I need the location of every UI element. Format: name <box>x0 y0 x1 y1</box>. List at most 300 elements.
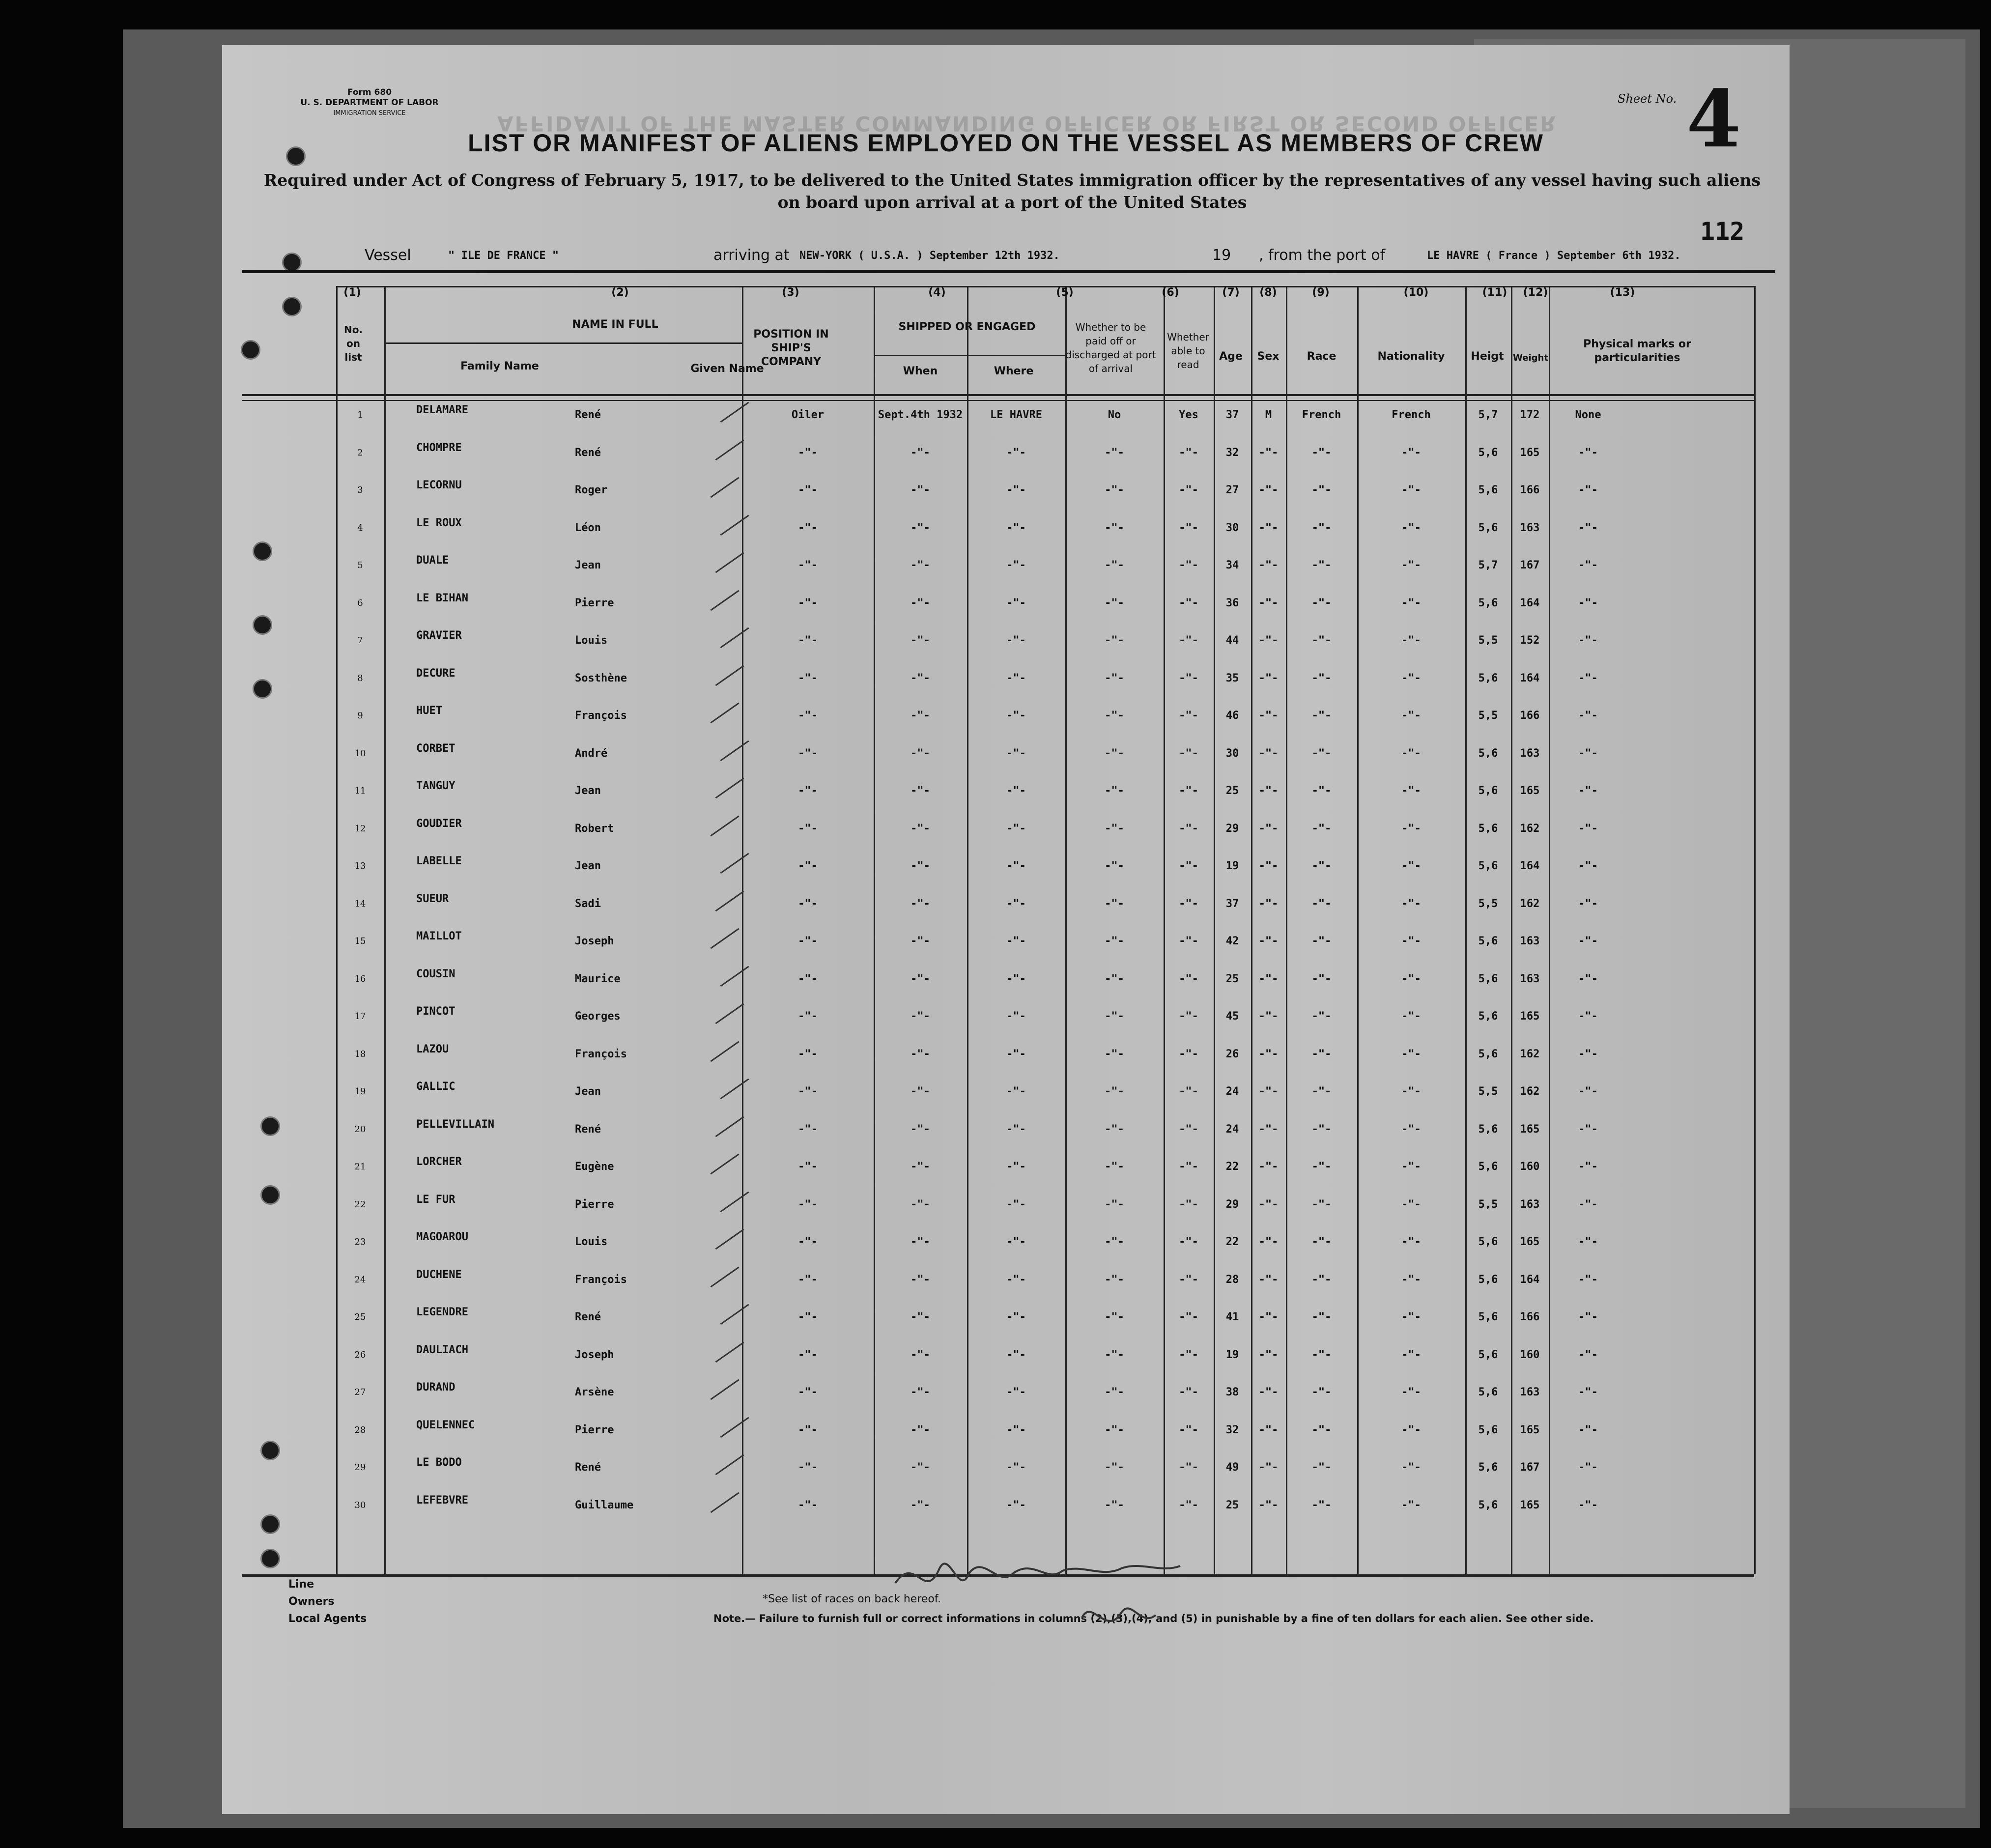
sex-cell: -"- <box>1258 1010 1279 1023</box>
paid-off-cell: -"- <box>1105 446 1124 459</box>
subtitle-line-1: Required under Act of Congress of February 5, 1917, to be delivered to the United States immigration officer by the representatives of any vessel having such aliens <box>263 171 1761 190</box>
position-cell: -"- <box>798 1273 818 1286</box>
row-number-cell: 23 <box>354 1237 366 1247</box>
header-sex: Sex <box>1257 350 1280 363</box>
shipped-where-cell: -"- <box>1006 559 1026 571</box>
binder-hole <box>260 1441 280 1460</box>
race-cell: French <box>1302 409 1341 421</box>
paid-off-cell: -"- <box>1105 1048 1124 1060</box>
year-label: 19 <box>1212 247 1231 264</box>
nationality-cell: -"- <box>1401 897 1421 910</box>
able-to-read-cell: -"- <box>1179 1123 1198 1136</box>
position-cell: -"- <box>798 484 818 496</box>
weight-cell: 165 <box>1520 785 1540 797</box>
nationality-cell: -"- <box>1401 1499 1421 1511</box>
physical-marks-cell: -"- <box>1578 860 1598 872</box>
shipped-where-cell: -"- <box>1006 521 1026 534</box>
family-name-cell: LAZOU <box>416 1043 449 1055</box>
height-cell: 5,6 <box>1478 1010 1498 1023</box>
physical-marks-cell: -"- <box>1578 1386 1598 1398</box>
given-name-cell: Pierre <box>575 597 614 609</box>
age-cell: 30 <box>1225 747 1239 760</box>
colnum-6: (6) <box>1162 286 1179 299</box>
physical-marks-cell: -"- <box>1578 710 1598 722</box>
header-race: Race <box>1307 350 1337 363</box>
row-number-cell: 25 <box>354 1312 366 1322</box>
able-to-read-cell: Yes <box>1179 409 1198 421</box>
height-cell: 5,6 <box>1478 521 1498 534</box>
sex-cell: -"- <box>1258 897 1279 910</box>
height-cell: 5,5 <box>1478 897 1498 910</box>
weight-cell: 163 <box>1520 972 1540 985</box>
sex-cell: -"- <box>1258 1273 1279 1286</box>
row-number-cell: 15 <box>354 936 366 946</box>
position-cell: -"- <box>798 634 818 647</box>
nationality-cell: -"- <box>1401 1161 1421 1173</box>
shipped-where-cell: -"- <box>1006 897 1026 910</box>
row-number-cell: 4 <box>357 522 363 533</box>
age-cell: 34 <box>1225 559 1239 571</box>
physical-marks-cell: -"- <box>1578 1010 1598 1023</box>
paid-off-cell: -"- <box>1105 672 1124 684</box>
shipped-where-cell: -"- <box>1006 634 1026 647</box>
shipped-when-cell: -"- <box>910 559 930 571</box>
age-cell: 46 <box>1225 710 1239 722</box>
sex-cell: -"- <box>1258 1499 1279 1511</box>
table-column-rule <box>967 286 968 1574</box>
race-cell: -"- <box>1311 822 1332 835</box>
weight-cell: 166 <box>1520 484 1540 496</box>
paid-off-cell: -"- <box>1105 1386 1124 1398</box>
age-cell: 28 <box>1225 1273 1239 1286</box>
colnum-5: (5) <box>1056 286 1074 299</box>
paid-off-cell: -"- <box>1105 710 1124 722</box>
form-number: Form 680 <box>347 87 392 97</box>
physical-marks-cell: -"- <box>1578 597 1598 609</box>
family-name-cell: DUALE <box>416 554 449 567</box>
paid-off-cell: -"- <box>1105 634 1124 647</box>
height-cell: 5,6 <box>1478 1311 1498 1323</box>
weight-cell: 152 <box>1520 634 1540 647</box>
able-to-read-cell: -"- <box>1179 1461 1198 1474</box>
height-cell: 5,7 <box>1478 559 1498 571</box>
sex-cell: -"- <box>1258 1386 1279 1398</box>
shipped-when-cell: -"- <box>910 634 930 647</box>
row-number-cell: 24 <box>354 1274 366 1285</box>
nationality-cell: -"- <box>1401 1198 1421 1211</box>
height-cell: 5,6 <box>1478 597 1498 609</box>
weight-cell: 163 <box>1520 935 1540 947</box>
able-to-read-cell: -"- <box>1179 710 1198 722</box>
sex-cell: -"- <box>1258 559 1279 571</box>
binder-hole <box>282 253 302 272</box>
height-cell: 5,6 <box>1478 785 1498 797</box>
table-column-rule <box>336 286 338 1574</box>
shipped-when-cell: -"- <box>910 710 930 722</box>
position-cell: -"- <box>798 1123 818 1136</box>
able-to-read-cell: -"- <box>1179 1311 1198 1323</box>
given-name-cell: Arsène <box>575 1386 614 1398</box>
shipped-when-cell: -"- <box>910 1273 930 1286</box>
able-to-read-cell: -"- <box>1179 972 1198 985</box>
nationality-cell: -"- <box>1401 1423 1421 1436</box>
physical-marks-cell: -"- <box>1578 559 1598 571</box>
row-number-cell: 16 <box>354 973 366 984</box>
shipped-where-cell: -"- <box>1006 785 1026 797</box>
shipped-when-cell: -"- <box>910 1198 930 1211</box>
given-name-cell: André <box>575 747 608 760</box>
vessel-name: " ILE DE FRANCE " <box>448 250 559 262</box>
given-name-cell: Joseph <box>575 935 614 947</box>
weight-cell: 163 <box>1520 1198 1540 1211</box>
shipped-where-cell: -"- <box>1006 710 1026 722</box>
race-cell: -"- <box>1311 1423 1332 1436</box>
age-cell: 45 <box>1225 1010 1239 1023</box>
family-name-cell: LECORNU <box>416 479 462 491</box>
age-cell: 29 <box>1225 822 1239 835</box>
sex-cell: -"- <box>1258 484 1279 496</box>
shipped-when-cell: -"- <box>910 1348 930 1361</box>
race-cell: -"- <box>1311 1499 1332 1511</box>
race-cell: -"- <box>1311 597 1332 609</box>
family-name-cell: TANGUY <box>416 780 455 792</box>
weight-cell: 164 <box>1520 1273 1540 1286</box>
nationality-cell: -"- <box>1401 1311 1421 1323</box>
paid-off-cell: -"- <box>1105 1236 1124 1248</box>
sex-cell: -"- <box>1258 1348 1279 1361</box>
race-cell: -"- <box>1311 672 1332 684</box>
family-name-cell: LEFEBVRE <box>416 1494 468 1507</box>
shipped-when-cell: -"- <box>910 597 930 609</box>
family-name-cell: QUELENNEC <box>416 1419 475 1431</box>
binder-hole <box>241 340 260 360</box>
colnum-8: (8) <box>1259 286 1277 299</box>
shipped-where-cell: -"- <box>1006 1461 1026 1474</box>
physical-marks-cell: None <box>1575 409 1601 421</box>
age-cell: 29 <box>1225 1198 1239 1211</box>
position-cell: -"- <box>798 897 818 910</box>
handwritten-signature <box>885 1524 1259 1652</box>
height-cell: 5,6 <box>1478 1348 1498 1361</box>
height-cell: 5,6 <box>1478 446 1498 459</box>
position-cell: -"- <box>798 860 818 872</box>
height-cell: 5,6 <box>1478 1499 1498 1511</box>
nationality-cell: -"- <box>1401 935 1421 947</box>
checkmark-icon <box>707 992 744 1024</box>
sheet-label: Sheet No. <box>1618 92 1677 106</box>
age-cell: 25 <box>1225 1499 1239 1511</box>
weight-cell: 167 <box>1520 559 1540 571</box>
row-number-cell: 7 <box>357 635 363 646</box>
nationality-cell: French <box>1392 409 1431 421</box>
binder-hole <box>260 1549 280 1568</box>
shipped-when-cell: -"- <box>910 972 930 985</box>
nationality-cell: -"- <box>1401 1048 1421 1060</box>
arrival-port-date: NEW-YORK ( U.S.A. ) September 12th 1932. <box>799 250 1060 262</box>
shipped-when-cell: -"- <box>910 785 930 797</box>
races-note: *See list of races on back hereof. <box>763 1593 941 1605</box>
shipped-where-cell: -"- <box>1006 972 1026 985</box>
paid-off-cell: -"- <box>1105 521 1124 534</box>
physical-marks-cell: -"- <box>1578 822 1598 835</box>
shipped-where-cell: -"- <box>1006 1198 1026 1211</box>
height-cell: 5,6 <box>1478 1423 1498 1436</box>
able-to-read-cell: -"- <box>1179 1386 1198 1398</box>
subtitle-line-2: on board upon arrival at a port of the United States <box>777 193 1247 212</box>
header-shipped-engaged: SHIPPED OR ENGAGED <box>898 321 1036 333</box>
family-name-cell: CHOMPRE <box>416 441 462 454</box>
row-number-cell: 10 <box>354 748 366 759</box>
paid-off-cell: -"- <box>1105 935 1124 947</box>
colnum-7: (7) <box>1222 286 1240 299</box>
footer-owners-label: Owners <box>288 1595 335 1608</box>
height-cell: 5,6 <box>1478 822 1498 835</box>
age-cell: 22 <box>1225 1161 1239 1173</box>
able-to-read-cell: -"- <box>1179 1423 1198 1436</box>
checkmark-icon <box>707 767 744 799</box>
shipped-where-cell: -"- <box>1006 935 1026 947</box>
header-no-on-list: No. on list <box>343 324 363 363</box>
able-to-read-cell: -"- <box>1179 1236 1198 1248</box>
shipped-when-cell: -"- <box>910 1423 930 1436</box>
binder-hole <box>253 679 272 699</box>
shipped-when-cell: -"- <box>910 1236 930 1248</box>
colnum-12: (12) <box>1523 286 1548 299</box>
family-name-cell: MAGOAROU <box>416 1231 468 1243</box>
shipped-when-cell: -"- <box>910 935 930 947</box>
row-number-cell: 29 <box>354 1462 366 1473</box>
age-cell: 24 <box>1225 1123 1239 1136</box>
given-name-cell: Roger <box>575 484 608 496</box>
given-name-cell: Jean <box>575 559 601 571</box>
form-department: U. S. DEPARTMENT OF LABOR <box>300 98 439 108</box>
given-name-cell: Maurice <box>575 972 621 985</box>
age-cell: 26 <box>1225 1048 1239 1060</box>
family-name-cell: CORBET <box>416 742 455 755</box>
race-cell: -"- <box>1311 634 1332 647</box>
header-physical-marks: Physical marks or particularities <box>1583 338 1691 364</box>
row-number-cell: 12 <box>354 823 366 834</box>
able-to-read-cell: -"- <box>1179 597 1198 609</box>
able-to-read-cell: -"- <box>1179 1499 1198 1511</box>
binder-hole <box>286 146 306 166</box>
height-cell: 5,6 <box>1478 1236 1498 1248</box>
able-to-read-cell: -"- <box>1179 521 1198 534</box>
binder-hole <box>253 541 272 561</box>
weight-cell: 164 <box>1520 597 1540 609</box>
age-cell: 37 <box>1225 897 1239 910</box>
shipped-where-cell: -"- <box>1006 1010 1026 1023</box>
race-cell: -"- <box>1311 1273 1332 1286</box>
weight-cell: 165 <box>1520 1499 1540 1511</box>
physical-marks-cell: -"- <box>1578 1161 1598 1173</box>
nationality-cell: -"- <box>1401 1461 1421 1474</box>
physical-marks-cell: -"- <box>1578 1198 1598 1211</box>
race-cell: -"- <box>1311 521 1332 534</box>
family-name-cell: LORCHER <box>416 1156 462 1168</box>
age-cell: 36 <box>1225 597 1239 609</box>
race-cell: -"- <box>1311 747 1332 760</box>
table-column-rule <box>874 286 875 1574</box>
shipped-where-cell: -"- <box>1006 484 1026 496</box>
paid-off-cell: -"- <box>1105 860 1124 872</box>
physical-marks-cell: -"- <box>1578 747 1598 760</box>
binder-hole <box>260 1514 280 1534</box>
given-name-cell: Eugène <box>575 1161 614 1173</box>
checkmark-icon <box>707 541 744 573</box>
header-height: Heigt <box>1471 350 1504 363</box>
paid-off-cell: -"- <box>1105 822 1124 835</box>
sex-cell: -"- <box>1258 1048 1279 1060</box>
position-cell: -"- <box>798 672 818 684</box>
given-name-cell: Louis <box>575 1236 608 1248</box>
sex-cell: -"- <box>1258 672 1279 684</box>
physical-marks-cell: -"- <box>1578 521 1598 534</box>
age-cell: 35 <box>1225 672 1239 684</box>
age-cell: 22 <box>1225 1236 1239 1248</box>
given-name-cell: Jean <box>575 785 601 797</box>
race-cell: -"- <box>1311 710 1332 722</box>
table-column-rule <box>1251 286 1252 1574</box>
table-column-rule <box>1286 286 1287 1574</box>
weight-cell: 164 <box>1520 672 1540 684</box>
age-cell: 19 <box>1225 1348 1239 1361</box>
vessel-label: Vessel <box>365 247 411 264</box>
manifest-sheet <box>222 45 1790 1814</box>
nationality-cell: -"- <box>1401 747 1421 760</box>
height-cell: 5,5 <box>1478 1085 1498 1098</box>
position-cell: -"- <box>798 446 818 459</box>
shipped-where-cell: -"- <box>1006 1348 1026 1361</box>
shipped-where-cell: -"- <box>1006 1161 1026 1173</box>
table-row-rule <box>242 400 1754 401</box>
sex-cell: -"- <box>1258 860 1279 872</box>
weight-cell: 165 <box>1520 1236 1540 1248</box>
shipped-when-cell: -"- <box>910 1123 930 1136</box>
page-title: LIST OR MANIFEST OF ALIENS EMPLOYED ON THE VESSEL AS MEMBERS OF CREW <box>468 129 1544 157</box>
given-name-cell: Louis <box>575 634 608 647</box>
shipped-when-cell: -"- <box>910 484 930 496</box>
able-to-read-cell: -"- <box>1179 1048 1198 1060</box>
header-where: Where <box>994 365 1034 377</box>
header-nationality: Nationality <box>1377 350 1445 363</box>
shipped-where-cell: LE HAVRE <box>990 409 1042 421</box>
table-column-rule <box>1754 286 1756 1574</box>
shipped-when-cell: -"- <box>910 1085 930 1098</box>
checkmark-icon <box>707 428 744 460</box>
colnum-2: (2) <box>611 286 629 299</box>
row-number-cell: 5 <box>357 560 363 570</box>
table-column-rule <box>1065 286 1067 1574</box>
shipped-when-cell: -"- <box>910 1311 930 1323</box>
able-to-read-cell: -"- <box>1179 860 1198 872</box>
colnum-9: (9) <box>1312 286 1330 299</box>
position-cell: -"- <box>798 1386 818 1398</box>
row-number-cell: 9 <box>357 711 363 721</box>
paid-off-cell: -"- <box>1105 1085 1124 1098</box>
nationality-cell: -"- <box>1401 972 1421 985</box>
shipped-when-cell: -"- <box>910 747 930 760</box>
family-name-cell: LEGENDRE <box>416 1306 468 1318</box>
header-rule <box>242 270 1775 273</box>
given-name-cell: Joseph <box>575 1348 614 1361</box>
physical-marks-cell: -"- <box>1578 1048 1598 1060</box>
header-position: POSITION IN SHIP'S COMPANY <box>753 328 829 368</box>
table-column-rule <box>1511 286 1512 1574</box>
physical-marks-cell: -"- <box>1578 1499 1598 1511</box>
age-cell: 32 <box>1225 446 1239 459</box>
family-name-cell: DUCHENE <box>416 1268 462 1281</box>
position-cell: -"- <box>798 559 818 571</box>
able-to-read-cell: -"- <box>1179 747 1198 760</box>
weight-cell: 162 <box>1520 822 1540 835</box>
header-name-in-full: NAME IN FULL <box>572 318 658 331</box>
sex-cell: -"- <box>1258 1198 1279 1211</box>
given-name-cell: René <box>575 1123 601 1136</box>
penalty-note: Note.— Failure to furnish full or correct informations in columns (2),(3),(4), and (5) in punishable by a fine of ten dollars for each alien. See other side. <box>713 1613 1594 1624</box>
shipped-where-cell: -"- <box>1006 446 1026 459</box>
race-cell: -"- <box>1311 1161 1332 1173</box>
able-to-read-cell: -"- <box>1179 785 1198 797</box>
weight-cell: 165 <box>1520 1010 1540 1023</box>
shipped-where-cell: -"- <box>1006 672 1026 684</box>
sheet-number: 4 <box>1686 73 1741 165</box>
nationality-cell: -"- <box>1401 1273 1421 1286</box>
sex-cell: -"- <box>1258 597 1279 609</box>
family-name-cell: PINCOT <box>416 1005 455 1018</box>
row-number-cell: 18 <box>354 1049 366 1059</box>
paid-off-cell: -"- <box>1105 1499 1124 1511</box>
able-to-read-cell: -"- <box>1179 484 1198 496</box>
race-cell: -"- <box>1311 1085 1332 1098</box>
given-name-cell: René <box>575 1461 601 1474</box>
given-name-cell: Jean <box>575 1085 601 1098</box>
position-cell: -"- <box>798 822 818 835</box>
table-column-rule <box>384 286 386 1574</box>
checkmark-icon <box>707 654 744 686</box>
row-number-cell: 1 <box>357 410 363 420</box>
paid-off-cell: -"- <box>1105 484 1124 496</box>
race-cell: -"- <box>1311 1386 1332 1398</box>
paid-off-cell: -"- <box>1105 1198 1124 1211</box>
shipped-when-cell: -"- <box>910 1161 930 1173</box>
weight-cell: 165 <box>1520 446 1540 459</box>
family-name-cell: DELAMARE <box>416 404 468 416</box>
position-cell: -"- <box>798 972 818 985</box>
bleed-through-text: AFFIDAVIT OF THE MASTER COMMANDING OFFICER OR FIRST OR SECOND OFFICER <box>497 112 1558 136</box>
nationality-cell: -"- <box>1401 1123 1421 1136</box>
able-to-read-cell: -"- <box>1179 559 1198 571</box>
able-to-read-cell: -"- <box>1179 1198 1198 1211</box>
table-column-rule <box>742 286 743 1574</box>
shipped-where-cell: -"- <box>1006 1499 1026 1511</box>
nationality-cell: -"- <box>1401 559 1421 571</box>
height-cell: 5,6 <box>1478 484 1498 496</box>
height-cell: 5,6 <box>1478 1461 1498 1474</box>
height-cell: 5,7 <box>1478 409 1498 421</box>
height-cell: 5,5 <box>1478 710 1498 722</box>
physical-marks-cell: -"- <box>1578 1348 1598 1361</box>
physical-marks-cell: -"- <box>1578 634 1598 647</box>
shipped-when-cell: -"- <box>910 822 930 835</box>
race-cell: -"- <box>1311 785 1332 797</box>
weight-cell: 167 <box>1520 1461 1540 1474</box>
weight-cell: 163 <box>1520 1386 1540 1398</box>
height-cell: 5,6 <box>1478 1161 1498 1173</box>
position-cell: Oiler <box>791 409 825 421</box>
header-when: When <box>903 365 938 377</box>
physical-marks-cell: -"- <box>1578 897 1598 910</box>
